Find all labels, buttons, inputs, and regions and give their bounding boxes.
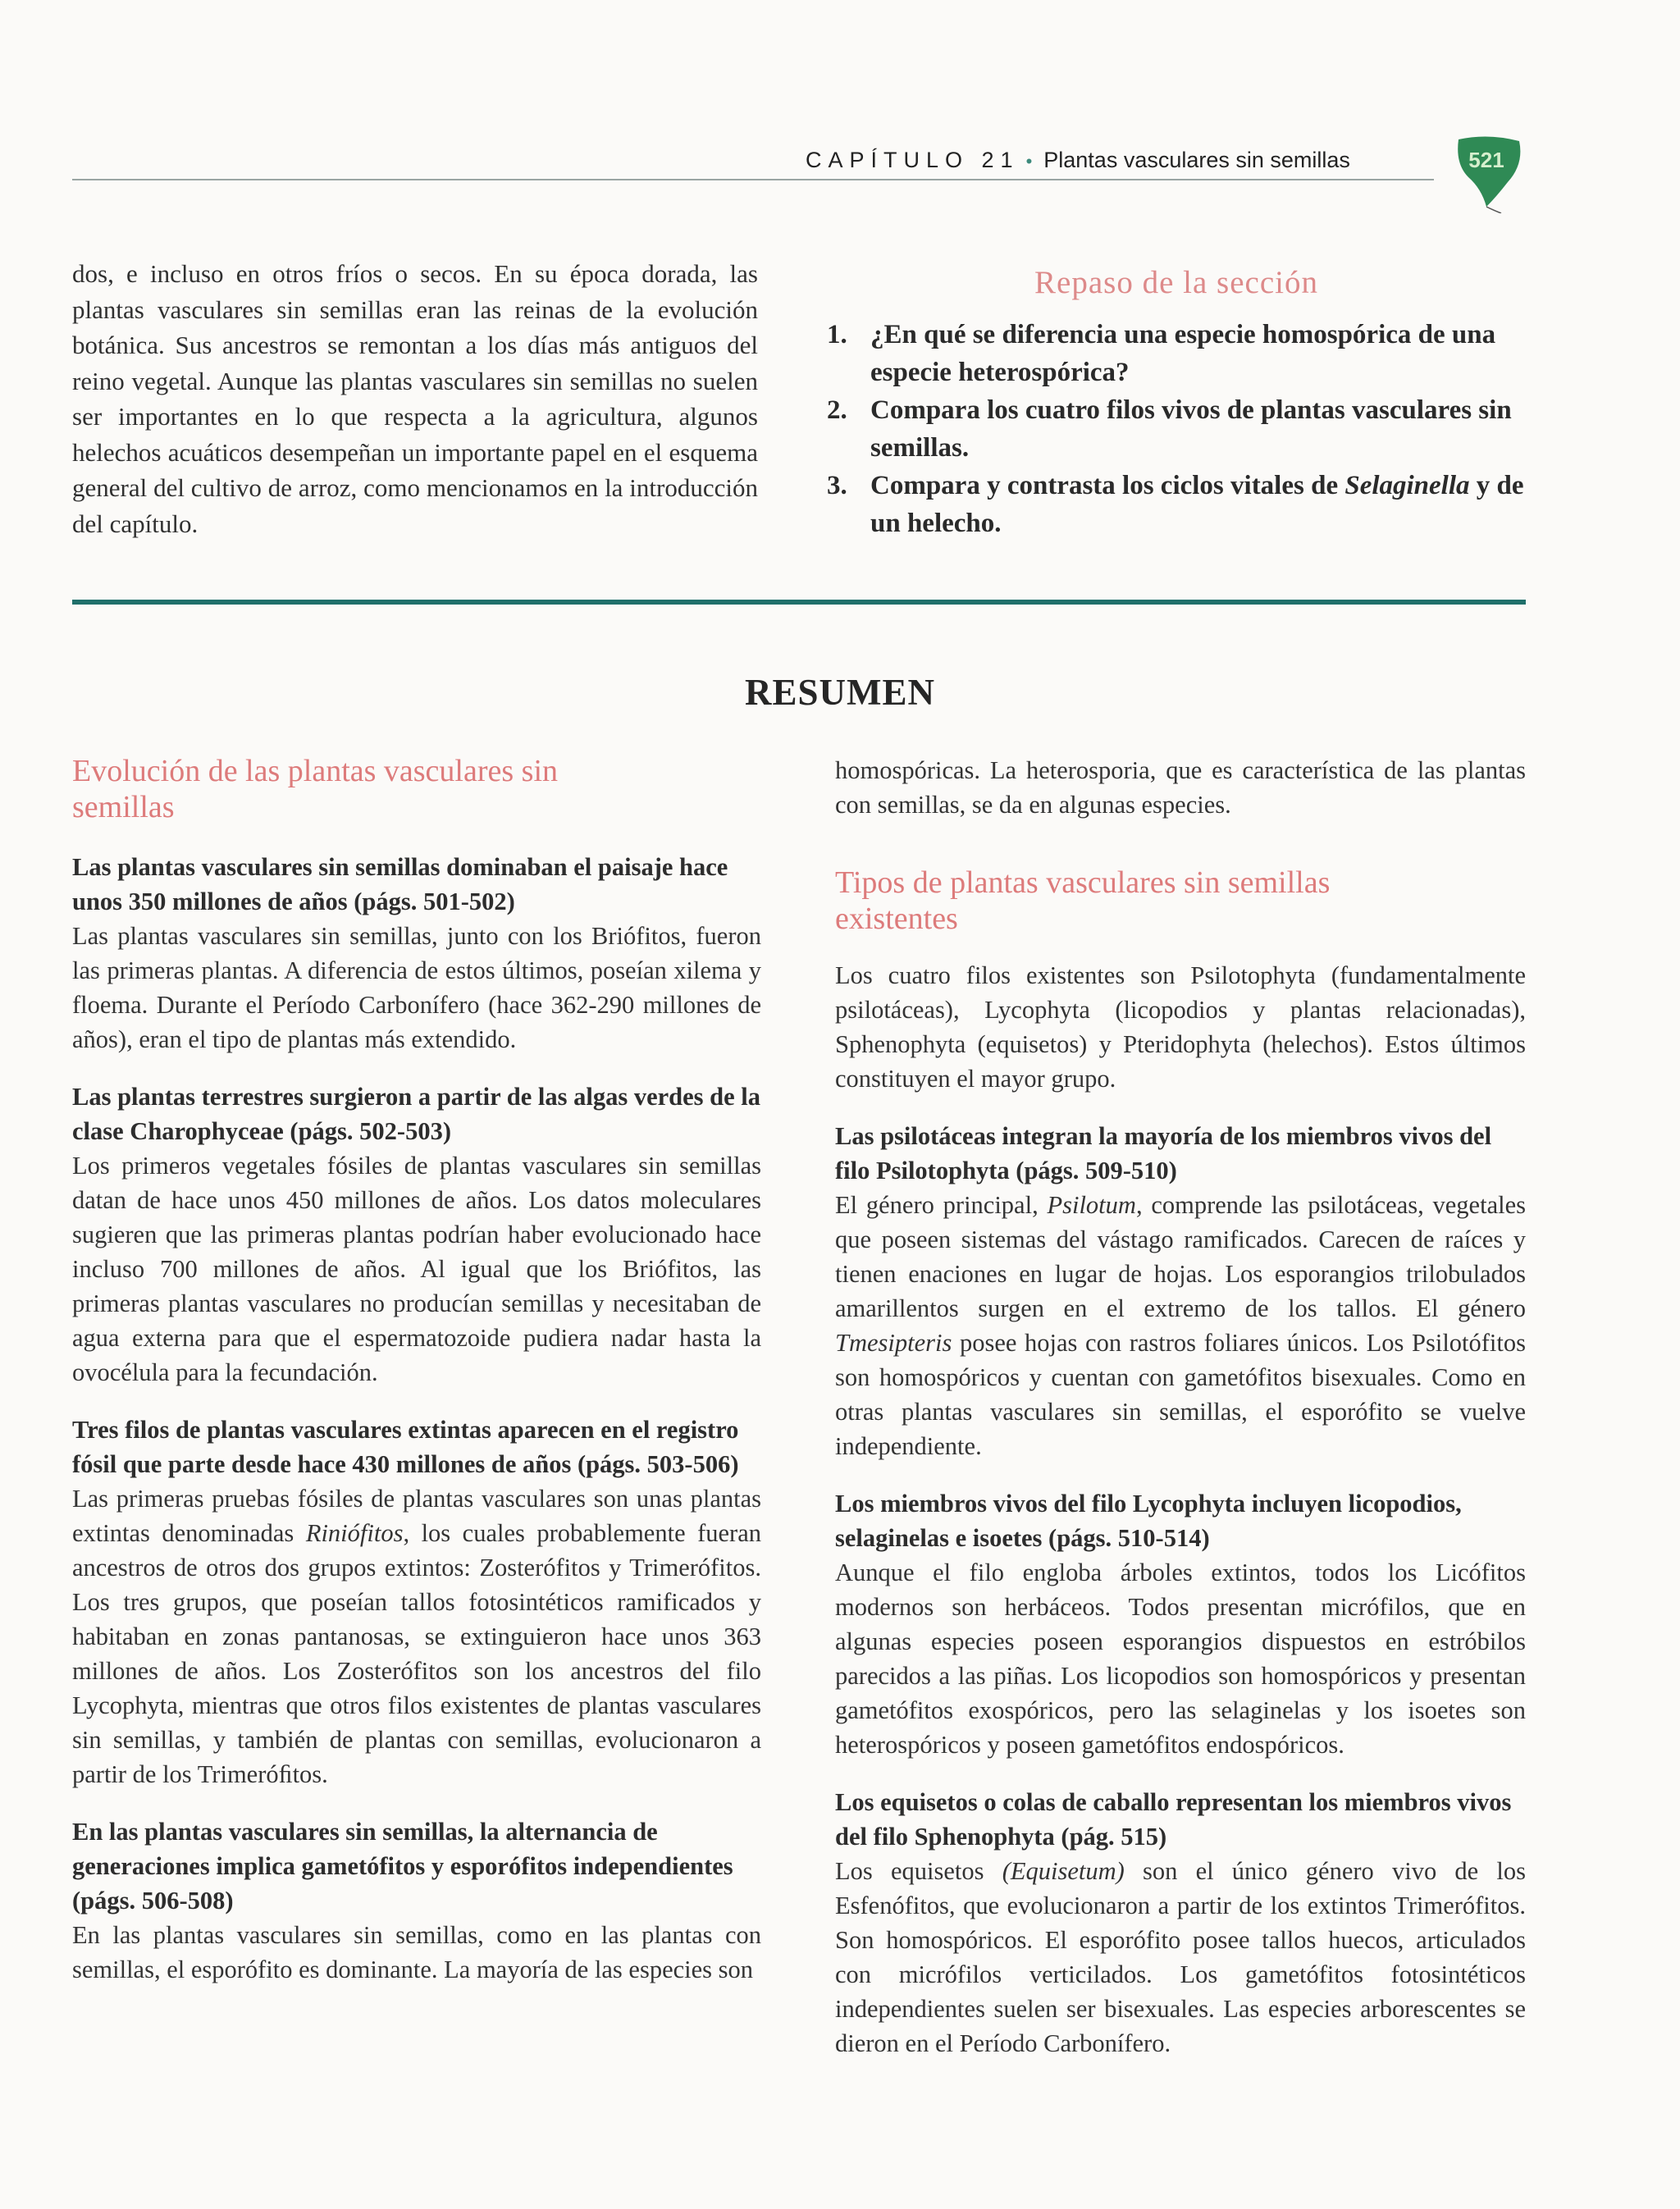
summary-title: RESUMEN xyxy=(744,672,936,713)
review-question: 1. ¿En qué se diferencia una especie homospórica de una especie heterospórica? xyxy=(827,320,1496,387)
review-question: 2. Compara los cuatro filos vivos de plantas vasculares sin semillas. xyxy=(827,395,1512,463)
summary-text: El género principal, Psilotum, comprende las psilotáceas, vegetales que poseen sistemas del vástago ramificados. Carecen de raíces y tienen enaciones en lugar de hojas. Los esporangios trilobulados amarillentos surgen en el extremo de los tallos. El género Tmesipteris posee hojas con rastros foliares únicos. Los Psilotófitos son homospóricos y cuentan con gametófitos bisexuales. Como en otras plantas vasculares sin semillas, el esporófito se vuelve independiente. xyxy=(835,1191,1526,1460)
summary-subheading: Las plantas vasculares sin semillas dominaban el paisaje hace unos 350 millones de años (págs. 501-502) xyxy=(72,853,728,915)
summary-section xyxy=(72,1413,761,1791)
summary-continuation: homospóricas. La heterosporia, que es característica de las plantas con semillas, se da en algunas especies. xyxy=(835,756,1526,819)
summary-section xyxy=(72,1079,761,1390)
summary-left-column xyxy=(72,753,761,1987)
summary-section xyxy=(72,850,761,1057)
running-head xyxy=(806,148,1421,173)
summary-heading-types: Tipos de plantas vasculares sin semillas existentes xyxy=(835,865,1331,936)
chapter-title: Plantas vasculares sin semillas xyxy=(1043,148,1350,172)
summary-section xyxy=(72,1814,761,1987)
summary-subheading: Los equisetos o colas de caballo representan los miembros vivos del filo Sphenophyta (pág. 515) xyxy=(835,1788,1512,1851)
intro-paragraph: dos, e incluso en otros fríos o secos. En su época dorada, las plantas vasculares sin semillas eran las reinas de la evolución botánica. Sus ancestros se remontan a los días más antiguos del reino vegetal. Aunque las plantas vasculares sin semillas no suelen ser importantes en lo que respecta a la agricultura, algunos helechos acuáticos desempeñan un importante papel en el esquema general del cultivo de arroz, como mencionamos en la introducción del capítulo. xyxy=(72,259,758,538)
bullet-icon: • xyxy=(1025,151,1033,171)
summary-text: Las plantas vasculares sin semillas, junto con los Briófitos, fueron las primeras plantas. A diferencia de estos últimos, poseían xilema y floema. Durante el Período Carbonífero (hace 362-290 millones de años), eran el tipo de plantas más extendido. xyxy=(72,922,761,1053)
section-divider xyxy=(72,600,1526,605)
summary-section xyxy=(835,1119,1526,1463)
page-number: 521 xyxy=(1468,148,1504,172)
summary-text: Los primeros vegetales fósiles de plantas vasculares sin semillas datan de hace unos 450 millones de años. Los datos moleculares sugieren que las primeras plantas podrían haber evolucionado hace incluso 700 millones de años. Al igual que los Briófitos, las primeras plantas vasculares no producían semillas y necesitaban de agua externa para que el espermatozoide pudiera nadar hasta la ovocélula para la fecundación. xyxy=(72,1152,761,1386)
summary-subheading: Tres filos de plantas vasculares extintas aparecen en el registro fósil que parte desde hace 430 millones de años (págs. 503-506) xyxy=(72,1416,739,1478)
summary-text: Aunque el filo engloba árboles extintos, todos los Licófitos modernos son herbáceos. Todos presentan micrófilos, que en algunas especies poseen esporangios dispuestos en estróbilos parecidos a las piñas. Los licopodios son homospóricos y presentan gametófitos exospóricos, pero las selaginelas y los isoetes son heterospóricos y poseen gametófitos endospóricos. xyxy=(835,1559,1526,1759)
summary-subheading: En las plantas vasculares sin semillas, la alternancia de generaciones implica gametófitos y esporófitos independientes (págs. 506-508) xyxy=(72,1818,733,1915)
summary-text: Los equisetos (Equisetum) son el único género vivo de los Esfenófitos, que evolucionaron a partir de los extintos Trimerófitos. Son homospóricos. El esporófito posee tallos huecos, articulados con micrófilos verticilados. Los gametófitos fotosintéticos independientes suelen ser bisexuales. Las especies arborescentes se dieron en el Período Carbonífero. xyxy=(835,1857,1527,2057)
summary-text: Las primeras pruebas fósiles de plantas vasculares son unas plantas extintas denominadas Riniófitos, los cuales probablemente fueran ancestros de otros dos grupos extintos: Zosterófitos y Trimerófitos. Los tres grupos, que poseían tallos fotosintéticos ramificados y habitaban en zonas pantanosas, se extinguieron hace unos 363 millones de años. Los Zosterófitos son los ancestros del filo Lycophyta, mientras que otros filos existentes de plantas vasculares sin semillas, y también de plantas con semillas, evolucionaron a partir de los Trimeróﬁtos. xyxy=(72,1485,761,1788)
summary-subheading: Las psilotáceas integran la mayoría de los miembros vivos del filo Psilotophyta (págs. 509-510) xyxy=(835,1122,1492,1184)
header-rule xyxy=(72,179,1434,180)
summary-section xyxy=(835,1785,1526,2061)
review-question: 3. Compara y contrasta los ciclos vitales de Selaginella y de un helecho. xyxy=(827,471,1524,538)
summary-right-column xyxy=(835,753,1526,2061)
review-questions xyxy=(827,316,1526,542)
summary-heading-evolution: Evolución de las plantas vasculares sin semillas xyxy=(72,754,559,824)
summary-section xyxy=(835,1486,1526,1762)
summary-subheading: Los miembros vivos del filo Lycophyta incluyen licopodios, selaginelas e isoetes (págs. 510-514) xyxy=(835,1490,1462,1552)
summary-intro: Los cuatro filos existentes son Psilotophyta (fundamentalmente psilotáceas), Lycophyta (licopodios y plantas relacionadas), Sphenophyta (equisetos) y Pteridophyta (helechos). Estos últimos constituyen el mayor grupo. xyxy=(835,961,1526,1093)
summary-text: En las plantas vasculares sin semillas, como en las plantas con semillas, el esporófito es dominante. La mayoría de las especies son xyxy=(72,1921,761,1983)
section-review xyxy=(827,264,1526,542)
summary-subheading: Las plantas terrestres surgieron a partir de las algas verdes de la clase Charophyceae (págs. 502-503) xyxy=(72,1083,760,1145)
review-title: Repaso de la sección xyxy=(1034,265,1318,300)
chapter-label: CAPÍTULO 21 xyxy=(806,148,1020,172)
